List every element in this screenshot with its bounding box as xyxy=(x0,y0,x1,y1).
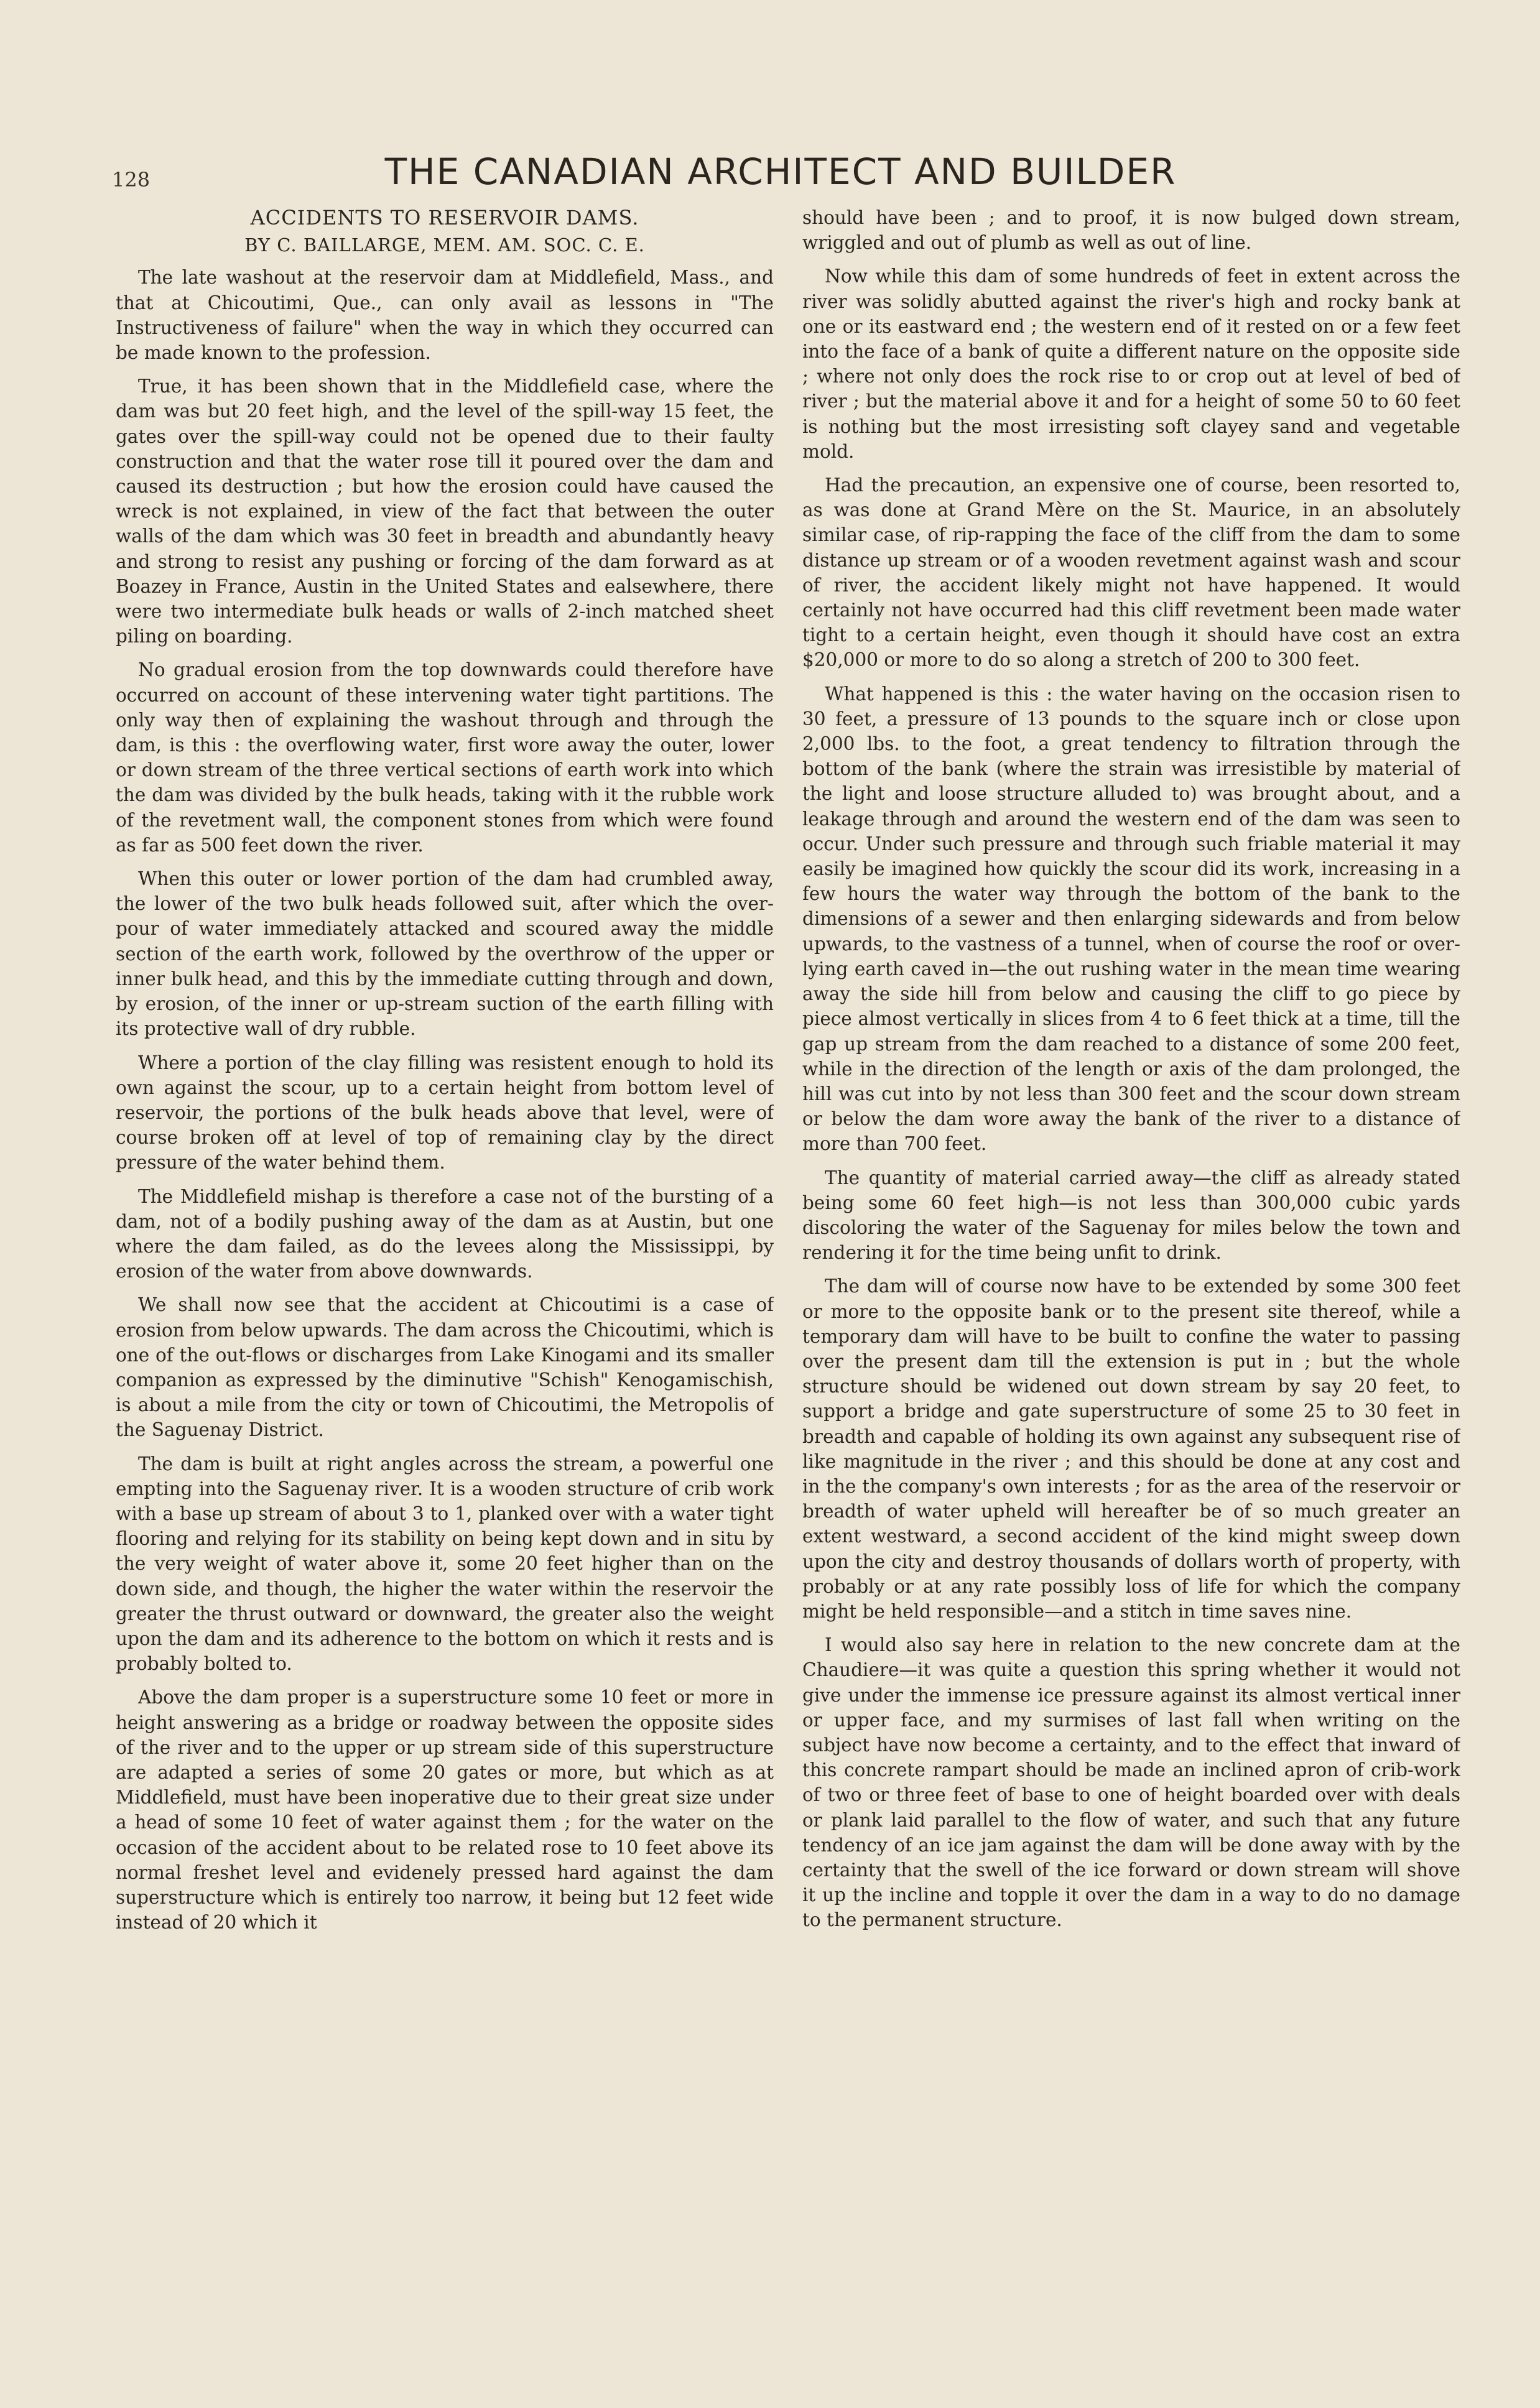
paragraph: True, it has been shown that in the Middlefield case, where the dam was but 20 feet high, and the level of the spill-way 15 feet, the gates over the spill-way could not be opened due to their faulty construction and that the water rose till it poured over the dam and caused its destruction ; but how the erosion could have caused the wreck is not explained, in view of the fact that between the outer walls of the dam which was 30 feet in breadth and abundantly heavy and strong to resist any pushing or forcing of the dam forward as at Boazey in France, Austin in the United States and ealsewhere, there were two intermediate bulk heads or walls of 2-inch matched sheet piling on boarding. xyxy=(116,376,774,647)
paragraph: Had the precaution, an expensive one of course, been resorted to, as was done at Grand Mère on the St. Maurice, in an absolutely similar case, of rip-rapping the face of the cliff from the dam to some distance up stream or of a wooden revetment against wash and scour of river, the accident likely might not have happened. It would certainly not have occurred had this cliff revetment been made water tight to a certain height, even though it should have cost an extra $20,000 or more to do so along a stretch of 200 to 300 feet. xyxy=(802,475,1460,671)
paragraph: Now while this dam of some hundreds of feet in extent across the river was solidly abutted against the river's high and rocky bank at one or its eastward end ; the western end of it rested on or a few feet into the face of a bank of quite a different nature on the opposite side ; where not only does the rock rise to or crop out at level of bed of river ; but the material above it and for a height of some 50 to 60 feet is nothing but the most irresisting soft clayey sand and vegetable mold. xyxy=(802,266,1460,462)
paragraph: We shall now see that the accident at Chicoutimi is a case of erosion from below upwards. The dam across the Chicoutimi, which is one of the out-flows or discharges from Lake Kinogami and its smaller companion as expressed by the diminutive "Schish" Kenogamischish, is about a mile from the city or town of Chicoutimi, the Metropolis of the Saguenay District. xyxy=(116,1294,774,1441)
paragraph: I would also say here in relation to the new concrete dam at the Chaudiere—it was quite a question this spring whether it would not give under the immense ice pressure against its almost vertical inner or upper face, and my surmises of last fall when writing on the subject have now become a certainty, and to the effect that inward of this concrete rampart should be made an inclined apron of crib-work of two or three feet of base to one of height boarded over with deals or plank laid parallel to the flow of water, and such that any future tendency of an ice jam against the dam will be done away with by the certainty that the swell of the ice forward or down stream will shove it up the incline and topple it over the dam in a way to do no damage to the permanent structure. xyxy=(802,1634,1460,1931)
paragraph: The quantity of material carried away—the cliff as already stated being some 60 feet high—is not less than 300,000 cubic yards discoloring the water of the Saguenay for miles below the town and rendering it for the time being unfit to drink. xyxy=(802,1167,1460,1264)
paragraph: The late washout at the reservoir dam at Middlefield, Mass., and that at Chicoutimi, Que., can only avail as lessons in "The Instructiveness of failure" when the way in which they occurred can be made known to the profession. xyxy=(116,267,774,364)
journal-title: THE CANADIAN ARCHITECT AND BUILDER xyxy=(384,150,1177,193)
article-title: ACCIDENTS TO RESERVOIR DAMS. xyxy=(250,206,639,229)
article-byline: BY C. BAILLARGE, MEM. AM. SOC. C. E. xyxy=(244,234,645,256)
left-column xyxy=(116,205,774,2363)
paragraph: What happened is this : the water having on the occasion risen to 30 feet, a pressure of 13 pounds to the square inch or close upon 2,000 lbs. to the foot, a great tendency to filtration through the bottom of the bank (where the strain was irresistible by material of the light and loose structure alluded to) was brought about, and a leakage through and around the western end of the dam was seen to occur. Under such pressure and through such friable material it may easily be imagined how quickly the scour did its work, increasing in a few hours the water way through the bottom of the bank to the dimensions of a sewer and then enlarging sidewards and from below upwards, to the vastness of a tunnel, when of course the roof or over-lying earth caved in—the out rushing water in the mean time wearing away the side hill from below and causing the cliff to go piece by piece almost vertically in slices from 4 to 6 feet thick at a time, till the gap up stream from the dam reached to a distance of some 200 feet, while in the direction of the length or axis of the dam prolonged, the hill was cut into by not less than 300 feet and the scour down stream or below the dam wore away the bank of the river to a distance of more than 700 feet. xyxy=(802,683,1460,1155)
paragraph: The dam is built at right angles across the stream, a powerful one empting into the Saguenay river. It is a wooden structure of crib work with a base up stream of about 3 to 1, planked over with a water tight flooring and relying for its stability on being kept down and in situ by the very weight of water above it, some 20 feet higher than on the down side, and though, the higher the water within the reservoir the greater the thrust outward or downward, the greater also the weight upon the dam and its adherence to the bottom on which it rests and is probably bolted to. xyxy=(116,1453,774,1675)
paragraph: Where a portion of the clay filling was resistent enough to hold its own against the scour, up to a certain height from bottom level of reservoir, the portions of the bulk heads above that level, were of course broken off at level of top of remaining clay by the direct pressure of the water behind them. xyxy=(116,1052,774,1174)
right-column xyxy=(802,205,1460,2363)
paragraph: No gradual erosion from the top downwards could therefore have occurred on account of these intervening water tight partitions. The only way then of explaining the washout through and through the dam, is this : the overflowing water, first wore away the outer, lower or down stream of the three vertical sections of earth work into which the dam was divided by the bulk heads, taking with it the rubble work of the revetment wall, the component stones from which were found as far as 500 feet down the river. xyxy=(116,659,774,856)
paragraph-continuation: should have been ; and to proof, it is now bulged down stream, wriggled and out of plumb as well as out of line. xyxy=(802,207,1460,254)
page-header xyxy=(112,150,1449,194)
page-number: 128 xyxy=(112,168,151,192)
paragraph: The Middlefield mishap is therefore a case not of the bursting of a dam, not of a bodily pushing away of the dam as at Austin, but one where the dam failed, as do the levees along the Mississippi, by erosion of the water from above downwards. xyxy=(116,1185,774,1282)
paragraph: When this outer or lower portion of the dam had crumbled away, the lower of the two bulk heads followed suit, after which the over-pour of water immediately attacked and scoured away the middle section of the earth work, followed by the overthrow of the upper or inner bulk head, and this by the immediate cutting through and down, by erosion, of the inner or up-stream suction of the earth filling with its protective wall of dry rubble. xyxy=(116,868,774,1040)
paragraph: Above the dam proper is a superstructure some 10 feet or more in height answering as a bridge or roadway between the opposite sides of the river and to the upper or up stream side of this superstructure are adapted a series of some 20 gates or more, but which as at Middlefield, must have been inoperative due to their great size under a head of some 10 feet of water against them ; for the water on the occasion of the accident about to be related rose to 10 feet above its normal freshet level and evidenely pressed hard against the dam superstructure which is entirely too narrow, it being but 12 feet wide instead of 20 which it xyxy=(116,1687,774,1933)
paragraph: The dam will of course now have to be extended by some 300 feet or more to the opposite bank or to the present site thereof, while a temporary dam will have to be built to confine the water to passing over the present dam till the extension is put in ; but the whole structure should be widened out down stream by say 20 feet, to support a bridge and gate superstructure of some 25 to 30 feet in breadth and capable of holding its own against any subsequent rise of like magnitude in the river ; and this should be done at any cost and in the the company's own interests ; for as the area of the reservoir or breadth of water upheld will hereafter be of so much greater an extent westward, a second accident of the kind might sweep down upon the city and destroy thousands of dollars worth of property, with probably or at any rate possibly loss of life for which the company might be held responsible—and a stitch in time saves nine. xyxy=(802,1276,1460,1622)
